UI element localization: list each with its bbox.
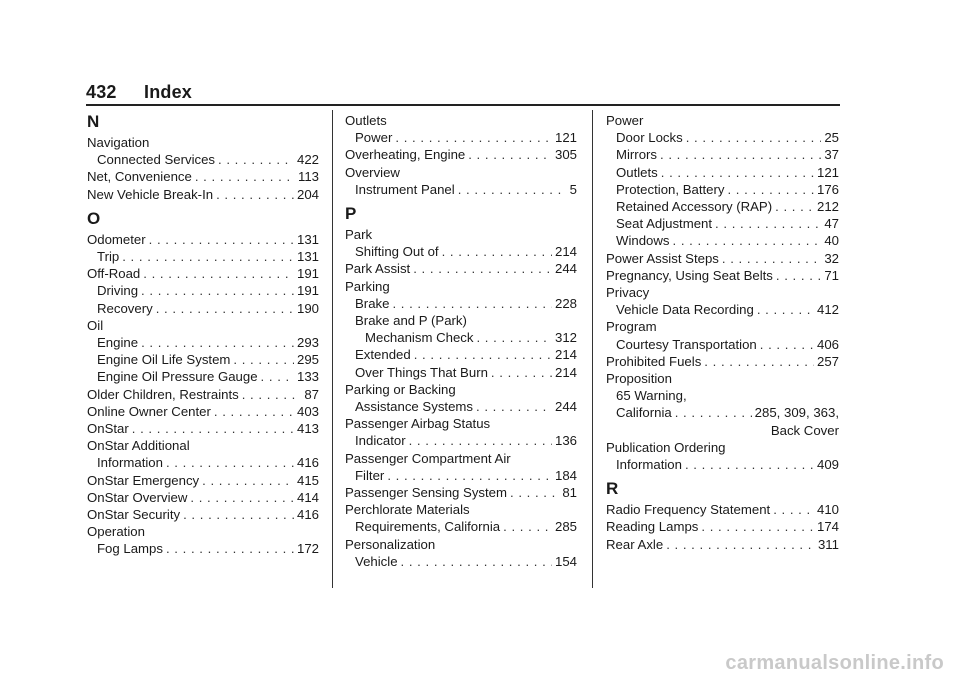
index-entry-term: Engine Oil Life System — [97, 352, 231, 368]
index-entry-term: Odometer — [87, 231, 146, 247]
dot-leader — [183, 506, 294, 523]
index-entry-page: 133 — [296, 369, 319, 385]
index-entry — [87, 231, 319, 248]
dot-leader — [503, 518, 552, 535]
index-entry — [345, 553, 577, 570]
index-entry-term: Courtesy Transportation — [616, 336, 757, 352]
index-entry-page: 416 — [296, 455, 319, 471]
dot-leader — [775, 198, 814, 215]
index-entry-page: 131 — [296, 231, 319, 247]
index-entry-term: Power — [355, 130, 393, 146]
index-entry — [606, 198, 839, 215]
dot-leader — [409, 432, 552, 449]
index-entry-page: 190 — [296, 300, 319, 316]
index-entry — [606, 353, 839, 370]
index-entry-term: Net, Convenience — [87, 169, 192, 185]
index-entry-term: Requirements, California — [355, 519, 501, 535]
index-entry-term: Prohibited Fuels — [606, 353, 702, 369]
index-entry-term: Information — [616, 457, 682, 473]
index-entry — [345, 329, 577, 346]
index-entry — [87, 248, 319, 265]
index-entry-term: Mirrors — [616, 147, 658, 163]
index-entry-term: Park Assist — [345, 261, 411, 277]
index-entry — [87, 454, 319, 471]
index-entry — [606, 232, 839, 249]
index-entry-term: Passenger Sensing System — [345, 485, 507, 501]
index-subheading: Brake and P (Park) — [355, 313, 467, 329]
index-letter-heading: P — [345, 204, 357, 224]
index-entry-term: Over Things That Burn — [355, 364, 488, 380]
index-entry — [345, 467, 577, 484]
index-entry — [606, 536, 839, 553]
dot-leader — [195, 168, 295, 185]
index-entry-page: 47 — [824, 216, 839, 232]
index-entry — [87, 300, 319, 317]
index-heading: Passenger Airbag Status — [345, 416, 491, 432]
index-subheading: 65 Warning, — [616, 388, 687, 404]
index-entry — [87, 540, 319, 557]
index-entry — [87, 472, 319, 489]
dot-leader — [757, 301, 814, 318]
dot-leader — [701, 518, 814, 535]
index-letter-heading: R — [606, 479, 619, 499]
index-entry-page: 412 — [816, 302, 839, 318]
index-entry — [606, 336, 839, 353]
index-entry-page: 172 — [296, 541, 319, 557]
dot-leader — [476, 329, 552, 346]
index-entry-term: Overheating, Engine — [345, 147, 466, 163]
index-page-continuation: Back Cover — [770, 422, 839, 438]
index-entry-term: Instrument Panel — [355, 181, 455, 197]
dot-leader — [166, 540, 294, 557]
index-heading: Program — [606, 319, 657, 335]
index-entry-term: Door Locks — [616, 130, 683, 146]
index-entry-term: Engine Oil Pressure Gauge — [97, 369, 258, 385]
index-entry-page: 204 — [296, 186, 319, 202]
index-heading: Park — [345, 227, 373, 243]
header-rule — [86, 104, 840, 106]
index-entry — [606, 267, 839, 284]
index-entry-page: 244 — [554, 399, 577, 415]
dot-leader — [143, 265, 294, 282]
dot-leader — [722, 250, 821, 267]
dot-leader — [190, 489, 294, 506]
dot-leader — [261, 368, 294, 385]
index-entry-page: 257 — [816, 353, 839, 369]
page-header — [86, 82, 192, 103]
dot-leader — [149, 231, 294, 248]
dot-leader — [675, 404, 752, 421]
index-entry-term: Mechanism Check — [365, 330, 474, 346]
index-entry — [345, 346, 577, 363]
index-entry-page: 415 — [296, 472, 319, 488]
index-entry — [87, 168, 319, 185]
index-entry — [606, 301, 839, 318]
index-heading: Publication Ordering — [606, 439, 726, 455]
index-entry — [345, 181, 577, 198]
index-entry-term: Recovery — [97, 300, 153, 316]
dot-leader — [132, 420, 294, 437]
index-entry-page: 136 — [554, 433, 577, 449]
index-entry — [87, 386, 319, 403]
index-entry-page: 214 — [554, 347, 577, 363]
watermark: carmanualsonline.info — [725, 651, 944, 674]
index-entry-term: Off-Road — [87, 266, 141, 282]
index-entry — [606, 129, 839, 146]
index-entry-page: 154 — [554, 553, 577, 569]
dot-leader — [414, 346, 552, 363]
dot-leader — [661, 164, 814, 181]
index-entry-page: 121 — [554, 130, 577, 146]
dot-leader — [233, 351, 294, 368]
dot-leader — [715, 215, 821, 232]
index-column-2 — [345, 112, 577, 570]
index-entry-term: Brake — [355, 295, 390, 311]
dot-leader — [686, 129, 822, 146]
dot-leader — [760, 336, 814, 353]
index-entry — [345, 146, 577, 163]
index-entry-term: Seat Adjustment — [616, 216, 713, 232]
dot-leader — [776, 267, 821, 284]
index-heading: Outlets — [345, 113, 387, 128]
index-entry — [606, 501, 839, 518]
index-entry-term: Information — [97, 455, 163, 471]
index-entry — [87, 506, 319, 523]
index-entry-term: Rear Axle — [606, 536, 664, 552]
index-entry-page: 81 — [562, 485, 577, 501]
dot-leader — [218, 151, 294, 168]
index-entry-term: Trip — [97, 249, 120, 265]
index-heading: Navigation — [87, 135, 150, 150]
index-entry-page: 113 — [297, 169, 319, 185]
index-heading: Operation — [87, 524, 145, 540]
index-entry — [606, 456, 839, 473]
index-entry — [606, 404, 839, 421]
index-entry-term: Engine — [97, 335, 139, 351]
index-entry-page: 214 — [554, 244, 577, 260]
index-letter-heading: N — [87, 112, 100, 131]
dot-leader — [510, 484, 559, 501]
index-entry — [606, 215, 839, 232]
index-entry — [345, 364, 577, 381]
dot-leader — [458, 181, 567, 198]
index-entry — [87, 420, 319, 437]
dot-leader — [387, 467, 552, 484]
index-entry-page: 409 — [816, 457, 839, 473]
index-entry-page: 176 — [816, 181, 839, 197]
index-entry-page: 228 — [554, 295, 577, 311]
index-entry-page: 40 — [824, 233, 839, 249]
dot-leader — [156, 300, 294, 317]
index-heading: Oil — [87, 317, 104, 333]
index-entry-page: 403 — [296, 403, 319, 419]
index-entry — [345, 129, 577, 146]
index-entry-term: Reading Lamps — [606, 519, 699, 535]
index-entry-page: 410 — [816, 502, 839, 518]
dot-leader — [214, 403, 294, 420]
index-entry-page: 413 — [296, 421, 319, 437]
index-entry-page: 311 — [817, 536, 839, 552]
index-entry-page: 191 — [296, 283, 319, 299]
index-entry-page: 121 — [816, 164, 839, 180]
index-entry-page: 37 — [824, 147, 839, 163]
index-entry-term: Extended — [355, 347, 411, 363]
dot-leader — [216, 186, 294, 203]
dot-leader — [166, 454, 294, 471]
index-entry-term: Online Owner Center — [87, 403, 211, 419]
index-entry-term: Older Children, Restraints — [87, 386, 239, 402]
dot-leader — [392, 295, 552, 312]
index-heading: Proposition — [606, 371, 672, 387]
index-entry-page: 32 — [824, 250, 839, 266]
index-heading: Perchlorate Materials — [345, 502, 470, 518]
index-heading: Privacy — [606, 285, 650, 301]
index-heading: Personalization — [345, 536, 436, 552]
index-entry-term: OnStar Overview — [87, 489, 188, 505]
index-entry-page: 71 — [824, 267, 839, 283]
index-entry — [87, 282, 319, 299]
index-entry — [87, 489, 319, 506]
index-entry-page: 5 — [569, 181, 577, 197]
index-entry-page: 293 — [296, 335, 319, 351]
index-entry — [606, 181, 839, 198]
index-entry — [345, 243, 577, 260]
index-entry — [606, 146, 839, 163]
index-entry — [87, 265, 319, 282]
index-entry-page: 406 — [816, 336, 839, 352]
dot-leader — [122, 248, 294, 265]
index-entry — [345, 295, 577, 312]
dot-leader — [476, 398, 552, 415]
index-entry — [345, 518, 577, 535]
index-entry-term: Indicator — [355, 433, 406, 449]
index-heading: Parking or Backing — [345, 381, 456, 397]
index-entry-term: Vehicle Data Recording — [616, 302, 754, 318]
index-entry-page: 285 — [554, 519, 577, 535]
index-heading: Overview — [345, 164, 400, 180]
dot-leader — [468, 146, 552, 163]
index-column-1 — [87, 112, 319, 558]
index-heading: Passenger Compartment Air — [345, 450, 511, 466]
index-entry — [87, 186, 319, 203]
index-entry-page: 312 — [554, 330, 577, 346]
index-entry — [87, 151, 319, 168]
index-entry-term: OnStar — [87, 421, 129, 437]
index-entry-page: 131 — [296, 249, 319, 265]
dot-leader — [141, 334, 294, 351]
index-heading: OnStar Additional — [87, 438, 190, 454]
index-entry-term: Windows — [616, 233, 670, 249]
index-column-3 — [606, 112, 839, 553]
dot-leader — [660, 146, 821, 163]
index-entry-term: California — [616, 405, 672, 421]
index-entry-term: Driving — [97, 283, 139, 299]
column-divider-2 — [592, 110, 593, 588]
index-entry — [345, 260, 577, 277]
index-entry — [345, 432, 577, 449]
dot-leader — [704, 353, 814, 370]
dot-leader — [773, 501, 814, 518]
index-entry — [345, 484, 577, 501]
index-entry-term: Pregnancy, Using Seat Belts — [606, 267, 773, 283]
index-entry-term: Connected Services — [97, 152, 216, 168]
dot-leader — [727, 181, 814, 198]
index-entry — [87, 403, 319, 420]
index-entry-page: 422 — [296, 152, 319, 168]
index-entry-term: Fog Lamps — [97, 541, 163, 557]
index-entry — [606, 250, 839, 267]
index-entry-term: New Vehicle Break-In — [87, 186, 214, 202]
index-entry-term: Filter — [355, 467, 385, 483]
index-entry-page: 305 — [554, 147, 577, 163]
index-entry-term: Vehicle — [355, 553, 398, 569]
index-heading: Power — [606, 113, 644, 128]
column-divider-1 — [332, 110, 333, 588]
index-entry-page: 212 — [816, 199, 839, 215]
index-entry — [606, 164, 839, 181]
index-entry-term: Shifting Out of — [355, 244, 439, 260]
page-number: 432 — [86, 82, 117, 102]
dot-leader — [685, 456, 814, 473]
page-title: Index — [144, 82, 193, 102]
dot-leader — [491, 364, 552, 381]
index-entry-term: Power Assist Steps — [606, 250, 719, 266]
index-entry-page: 244 — [554, 261, 577, 277]
dot-leader — [242, 386, 302, 403]
index-entry-page: 191 — [296, 266, 319, 282]
index-entry — [87, 351, 319, 368]
index-entry-term: Protection, Battery — [616, 181, 725, 197]
index-entry-term: Outlets — [616, 164, 658, 180]
dot-leader — [141, 282, 294, 299]
index-entry — [87, 334, 319, 351]
index-entry-page: 285, 309, 363, — [754, 405, 839, 421]
index-entry-term: OnStar Security — [87, 507, 181, 523]
dot-leader — [673, 232, 822, 249]
dot-leader — [202, 472, 294, 489]
dot-leader — [413, 260, 552, 277]
index-entry — [345, 398, 577, 415]
index-entry-term: OnStar Emergency — [87, 472, 200, 488]
index-entry-page: 414 — [296, 489, 319, 505]
index-entry-page: 184 — [554, 467, 577, 483]
index-entry-term: Assistance Systems — [355, 399, 473, 415]
index-entry-page: 214 — [554, 364, 577, 380]
index-entry-page: 416 — [296, 507, 319, 523]
index-entry — [87, 368, 319, 385]
index-entry — [606, 518, 839, 535]
index-entry-term: Retained Accessory (RAP) — [616, 199, 773, 215]
index-entry-page: 295 — [296, 352, 319, 368]
index-heading: Parking — [345, 278, 390, 294]
dot-leader — [666, 536, 815, 553]
dot-leader — [395, 129, 552, 146]
index-entry-page: 87 — [304, 386, 319, 402]
dot-leader — [442, 243, 552, 260]
index-entry-term: Radio Frequency Statement — [606, 502, 771, 518]
dot-leader — [401, 553, 552, 570]
index-letter-heading: O — [87, 208, 101, 228]
index-entry-page: 25 — [824, 130, 839, 146]
index-entry-page: 174 — [816, 519, 839, 535]
